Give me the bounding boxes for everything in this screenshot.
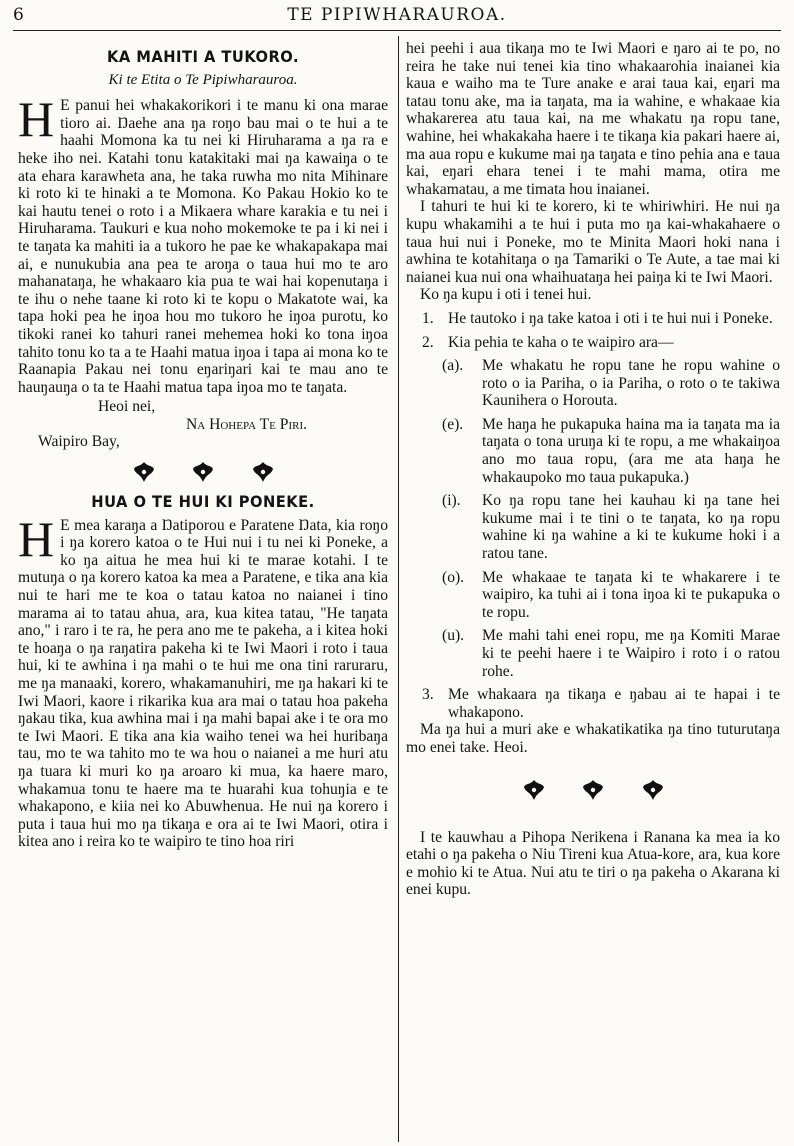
closing-line: Heoi nei,: [98, 398, 156, 416]
fleuron-icon: [191, 461, 215, 483]
subitem-text: Me haŋa he pukapuka haina ma ia taŋata ma ia taŋata o tona uruŋa ki te ropu, a me whakaiŋoa ano mo taua ropu, (ara me ata haŋa he whakaupoko mo taua pukapuka.): [482, 415, 780, 486]
subitem-label: (a).: [442, 357, 464, 375]
publication-title: TE PIPIWHARAUROA.: [287, 5, 507, 25]
subitem-label: (u).: [442, 627, 465, 645]
signature: [18, 416, 388, 434]
article-heading-hua: HUA O TE HUI KI PONEKE.: [91, 492, 315, 512]
article-closing: Ma ŋa hui a muri ake e whakatikatika ŋa tino tuturutaŋa mo enei take. Heoi.: [406, 721, 780, 756]
subitem-label: (i).: [442, 492, 461, 510]
subitem-text: Ko ŋa ropu tane hei kauhau ki ŋa tane hei kukume mai i te tini o te taŋata, ko ŋa ropu wahine ki ŋa wahine a ki te kukume hoki i a ratou tane.: [482, 492, 780, 563]
article-paragraph: I tahuri te hui ki te korero, ki te whiriwhiri. He nui ŋa kupu whakamihi a te hui i puta mo ŋa kai-whakahaere o taua hui nui i Poneke, mo te Minita Maori hoki nana i awhina te kotahitaŋa o ŋa Tamariki o Te Aute, a tae mai ki naianei kua nui ona whaihuataŋa hei paiŋa ki te Iwi Maori.: [406, 198, 780, 286]
header-rule: [13, 30, 781, 31]
item-text: Me whakaara ŋa tikaŋa e ŋabau ai te hapai i te whakapono.: [448, 686, 780, 721]
resolution-subitem: [406, 492, 780, 562]
fleuron-icon: [251, 461, 275, 483]
subitem-text: Me whakaae te taŋata ki te whakarere i te waipiro, ka tuhi ai i tona iŋoa ki te pukapuka o te ropu.: [482, 568, 780, 621]
ornament-row: [18, 461, 388, 483]
resolution-subitem: [406, 627, 780, 680]
place-line: Waipiro Bay,: [38, 433, 120, 451]
item-number: 1.: [422, 309, 434, 327]
subitem-label: (o).: [442, 568, 465, 586]
article-body-text: E mea karaŋa a Ŋatiporou e Paratene Ŋata, kia roŋo i ŋa korero katoa o te Hui nui i tu nei ki Poneke, a ko ŋa aituа he mea hui ki te marae kotahi. I te mutuŋa o ŋa korero katoa ka mea a Paratene, e tika ana kia nui te hari me te koa o tatau katoa no naianei i tino marama ai to tatau ahua, ara, kua kitea tatau, "He taŋata ano," i raro i te ra, he pera ano me te pakeha, a i kitea hoki te hoaŋa o ŋa raŋatira pakeha ki te Iwi Maori i roto i taua hui, ki te awhina i ŋa mahi o te hui me ona tini raruraru, me ŋa manaaki, korero, whakamanuhiri, me ŋa hakari ki te Iwi Maori, kaore i rikarika kua ara mai o tatau hoa pakeha ŋakau tika, kua awhina mai i ŋa mahi bapai ake i te ora mo te Iwi Maori. E tika ana kia waiho tenei wa hei huribaŋa tau, mo te wa tahito mo te wa hou o naianei a me huri atu ŋa tuara ki muri ko ŋa aroaro ki mua, ka haere maro, whakamua tonu te haere ma te huarahi kua tohuŋia e te whakapono, e kiia nei ko Abuwhenua. He nui ŋa korero i puta i taua hui mo ŋa tikaŋa e ora ai te Iwi Maori, otira i kitea ano i reira ko te waipiro te tino hoa riri: [18, 516, 388, 851]
item-number: 3.: [422, 686, 434, 704]
article-body-hua: [18, 510, 388, 851]
resolution-item: [406, 310, 780, 328]
subitem-text: Me whakatu he ropu tane he ropu wahine o roto o ia Pariha, o ia Pariha, o roto o te takiwa Kaunihera o Horouta.: [482, 357, 780, 410]
fleuron-icon: [132, 461, 156, 483]
fleuron-icon: [641, 779, 665, 801]
fleuron-icon: [581, 779, 605, 801]
drop-cap: H: [18, 91, 55, 148]
article-body-mahiti: [18, 91, 388, 396]
right-column: [406, 40, 780, 899]
ornament-row: [406, 779, 780, 801]
signature-name: Na Hohepa Te Piri.: [186, 415, 308, 433]
resolution-subitem: [406, 357, 780, 410]
article-body-text: E panui hei whakakorikori i te manu ki ona marae tioro ai. Ŋaehe ana ŋa roŋo bau mai o te hui a te haahi Momona ka tu nei ki Hiruharama a ŋa ra e heke iho nei. Katahi tonu katakitaki mai ŋa kawaiŋa o te ata ehara karawheta ana, he taka ruwha mo nita Mihinare ki roto ki te hinaki a te Momona. Ko Pakau Hokio ko te kai hautu tenei o roto i a Mikaera whare karakia e tu nei i Hiruharama. Taukuri e kua noho mokemoke te pa i ki nei i te taŋata ka mahiti ia a tukoro he pae ke whakapakapa mai ai, e nunukubia ana pea te aroŋa o taua hui mo te aro mahanataŋa, he whakaaro kia pua te wai hai kopenutaŋa i te ihu o nehe taane ki roto ki te kopu o Makatote wai, ka tapa hoki pea he iŋoa hou mo tukoro he iŋoa purotu, ko tikoki ranei ko tahuri ranei mehemea hoki ko tona iŋoa tahito tonu ko ta a te Haahi matua iŋoa i tapa ai mona ko te Raanapia Pakau nei tonu eŋariŋari kai te mau ano te hauŋauŋa o ta te Haahi matua tapa iŋoa mo te taŋata.: [18, 97, 388, 396]
drop-cap: H: [18, 510, 55, 567]
page-number: 6: [13, 5, 24, 25]
page-header: [0, 0, 794, 38]
article-paragraph: Ko ŋa kupu i oti i tenei hui.: [420, 286, 592, 304]
article-continuation: hei peehi i aua tikaŋa mo te Iwi Maori e ŋaro ai te po, no reira he take nui tenei kia tino whakaarohia inaianei kia kaua e waiho ma te Ture anake e arai taua kai, eŋari ma tatau tonu ake, ma ia taŋata, ma ia wahine, e whakaae kia whakarerea atu taua kai, na me whakatu ŋa ropu tane, wahine, hei whakakaha haere i te tikaŋa kia pakari haere ai, ma aua ropu e kukume mai ŋa taŋata e tino pehia ana e taua kai, eŋari ehara tenei i te mahi mama, otira me whakamatau, a me timata hou inaianei.: [406, 40, 780, 198]
left-column: [18, 42, 388, 851]
resolution-item: [406, 334, 780, 352]
resolution-item: [406, 686, 780, 721]
item-text: Kia pehia te kaha o te waipiro ara—: [448, 333, 674, 351]
subitem-label: (e).: [442, 415, 464, 433]
resolution-subitem: [406, 569, 780, 622]
article-subheading: Ki te Etita o Te Pipiwharauroa.: [108, 71, 298, 88]
column-divider: [398, 36, 399, 1142]
subitem-text: Me mahi tahi enei ropu, me ŋa Komiti Marae ki te peehi haere i te Waipiro i roto i o ratou rohe.: [482, 627, 780, 680]
resolution-subitem: [406, 416, 780, 486]
item-number: 2.: [422, 333, 434, 351]
item-text: He tautoko i ŋa take katoa i oti i te hui nui i Poneke.: [448, 309, 773, 327]
fleuron-icon: [522, 779, 546, 801]
news-item-body: I te kauwhau a Pihopa Nerikena i Ranana ka mea ia ko etahi o ŋa pakeha o Niu Tireni kua Atua-kore, ara, kua kore e mohio ki te Atua. Nui atu te tiri o ŋa pakeha o Akarana ki enei kupu.: [406, 828, 780, 899]
article-heading-mahiti: KA MAHITI A TUKORO.: [106, 47, 300, 66]
